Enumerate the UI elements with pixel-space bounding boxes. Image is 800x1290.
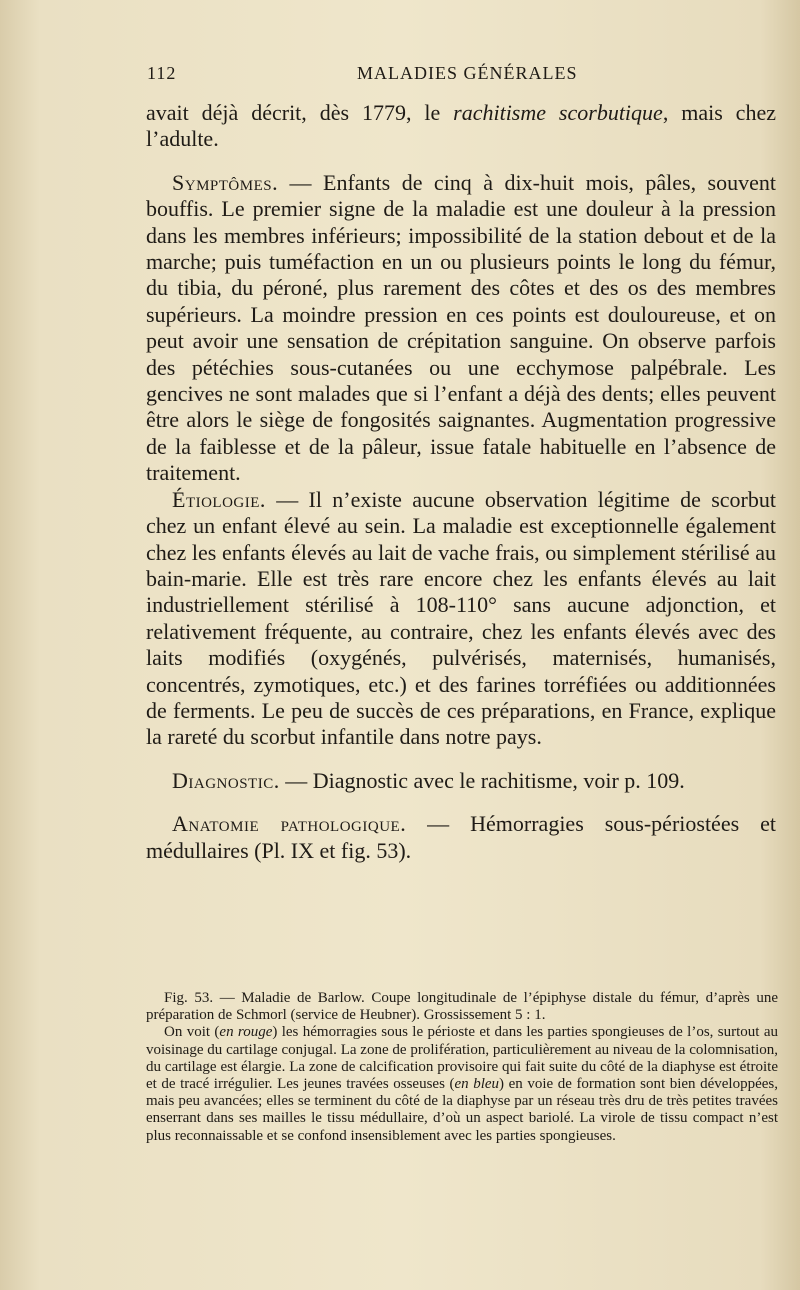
symptomes-paragraph: Symptômes. — Enfants de cinq à dix-huit mois, pâles, souvent bouffis. Le premier signe de la maladie est une douleur à la pression dans les membres inférieurs; impossibilité de la station debout et de la marche; puis tuméfaction en un ou plusieurs points le long du fémur, du tibia, du péroné, plus rarement des côtes et des os des membres supérieurs. La moindre pression en ces points est douloureuse, et on peut avoir une sensation de crépitation sanguine. On observe parfois des pétéchies sous-cutanées ou une ecchymose palpébrale. Les gencives ne sont malades que si l’enfant a déjà des dents; elles peuvent être alors le siège de fongosités saignantes. Augmentation progressive de la faiblesse et de la pâleur, issue fatale habituelle en l’absence de traitement.: [146, 169, 776, 486]
caption-description: On voit (en rouge) les hémorragies sous le périoste et dans les parties spongieuses de l’os, surtout au voisinage du cartilage conjugal. La zone de prolifération, particulièrement au niveau de la colomnisation, du cartilage est élargie. La zone de calcification provisoire qui fait suite du côté de la diaphyse est étroite et de tracé irrégulier. Les jeunes travées osseuses (en bleu) en voie de formation sont bien développées, mais peu avancées; elles se terminent du côté de la diaphyse par un réseau très dru de très petites travées enserrant dans ses mailles le tissu médullaire, d’où un aspect bariolé. La virole de tissu compact n’est plus reconnaissable et se confond insensiblement avec les parties spongieuses.: [146, 1024, 778, 1144]
section-heading: Étiologie.: [172, 486, 266, 512]
main-text: [146, 100, 776, 864]
etiologie-paragraph: Étiologie. — Il n’existe aucune observation légitime de scorbut chez un enfant élevé au sein. La maladie est exceptionnelle également chez les enfants élevés au lait de vache frais, ou simplement stérilisé au bain-marie. Elle est très rare encore chez les enfants élevés au lait industriellement stérilisé à 108-110° sans aucune adjonction, et relativement fréquente, au contraire, chez les enfants élevés avec des laits modifiés (oxygénés, pulvérisés, maternisés, humanisés, concentrés, zymotiques, etc.) et des farines torréfiées ou additionnées de ferments. Le peu de succès de ces préparations, en France, explique la rareté du scorbut infantile dans notre pays.: [146, 486, 776, 750]
italic-term: rachitisme scorbutique: [453, 100, 663, 125]
section-heading: Anatomie pathologique.: [172, 811, 407, 837]
page-number: 112: [147, 63, 177, 83]
running-header: [147, 63, 777, 89]
running-title: MALADIES GÉNÉRALES: [357, 63, 578, 83]
caption-title: Fig. 53. — Maladie de Barlow. Coupe longitudinale de l’épiphyse distale du fémur, d’après une préparation de Schmorl (service de Heubner). Grossissement 5 : 1.: [146, 990, 778, 1024]
anatomie-paragraph: Anatomie pathologique. — Hémorragies sous-périostées et médullaires (Pl. IX et fig. 53).: [146, 811, 776, 863]
section-heading: Diagnostic.: [172, 767, 280, 793]
diagnostic-paragraph: Diagnostic. — Diagnostic avec le rachitisme, voir p. 109.: [172, 767, 685, 793]
section-heading: Symptômes.: [172, 169, 279, 195]
figure-caption: [146, 990, 778, 1145]
intro-paragraph: avait déjà décrit, dès 1779, le rachitisme scorbutique, mais chez l’adulte.: [146, 100, 776, 152]
